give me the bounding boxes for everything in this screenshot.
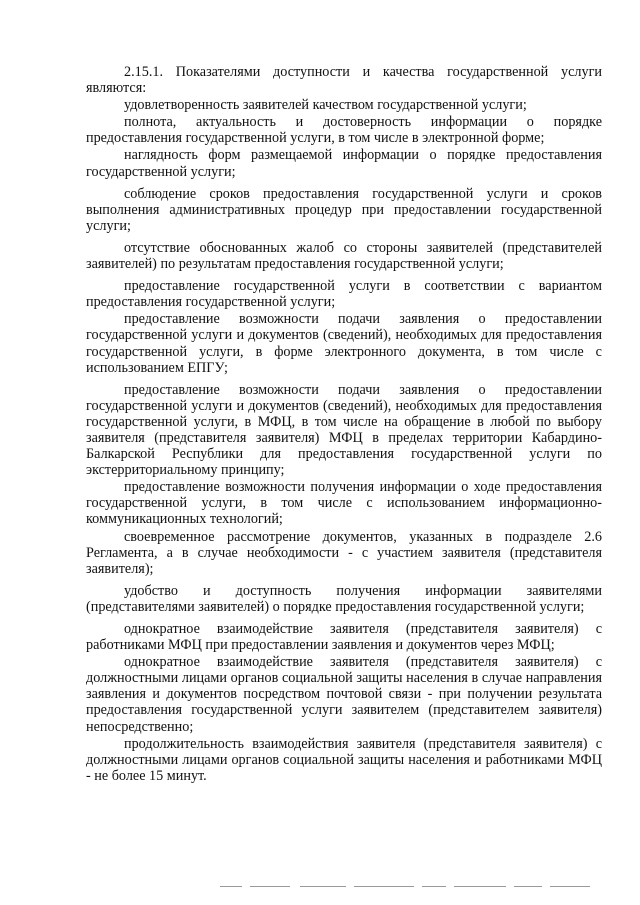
paragraph-convenience: удобство и доступность получения информации заявителями (представителями заявителей) о порядке предоставления государственной услуги; <box>86 582 602 615</box>
paragraph-visibility: наглядность форм размещаемой информации о порядке предоставления государственной услуги; <box>86 147 602 180</box>
paragraph-electronic-submission: предоставление возможности подачи заявления о предоставлении государственной услуги и документов (сведений), необходимых для предоставления государственной услуги, в форме электронного документа, в том числе с использованием ЕПГУ; <box>86 311 602 376</box>
paragraph-satisfaction: удовлетворенность заявителей качеством государственной услуги; <box>124 97 527 114</box>
footer-scan-lines <box>220 884 610 890</box>
paragraph-intro: 2.15.1. Показателями доступности и качества государственной услуги являются: <box>86 64 602 97</box>
document-body <box>86 64 602 785</box>
paragraph-variant: предоставление государственной услуги в соответствии с вариантом предоставления государственной услуги; <box>86 278 602 311</box>
paragraph-completeness: полнота, актуальность и достоверность информации о порядке предоставления государственной услуги, в том числе в электронной форме; <box>86 114 602 147</box>
paragraph-deadlines: соблюдение сроков предоставления государственной услуги и сроков выполнения административных процедур при предоставлении государственной услуги; <box>86 185 602 234</box>
paragraph-duration: продолжительность взаимодействия заявителя (представителя заявителя) с должностными лицами органов социальной защиты населения и работниками МФЦ - не более 15 минут. <box>86 735 602 784</box>
paragraph-single-mfc: однократное взаимодействие заявителя (представителя заявителя) с работниками МФЦ при предоставлении заявления и документов через МФЦ; <box>86 621 602 654</box>
paragraph-timely-review: своевременное рассмотрение документов, указанных в подразделе 2.6 Регламента, а в случае необходимости - с участием заявителя (представителя заявителя); <box>86 528 602 577</box>
paragraph-single-social: однократное взаимодействие заявителя (представителя заявителя) с должностными лицами органов социальной защиты населения в случае направления заявления и документов посредством почтовой связи - при получении результата предоставления государственной услуги заявителем (представителем заявителя) непосредственно; <box>86 654 602 735</box>
paragraph-progress-info: предоставление возможности получения информации о ходе предоставления государственной услуги, в том числе с использованием информационно-коммуникационных технологий; <box>86 479 602 528</box>
paragraph-no-complaints: отсутствие обоснованных жалоб со стороны заявителей (представителей заявителей) по результатам предоставления государственной услуги; <box>86 239 602 273</box>
paragraph-mfc-submission: предоставление возможности подачи заявления о предоставлении государственной услуги и документов (сведений), необходимых для предоставления государственной услуги, в МФЦ, в том числе на обращение в любой по выбору заявителя (представителя заявителя) МФЦ в пределах территории Кабардино-Балкарской Республики для предоставления государственной услуги по экстерриториальному принципу; <box>86 381 602 479</box>
